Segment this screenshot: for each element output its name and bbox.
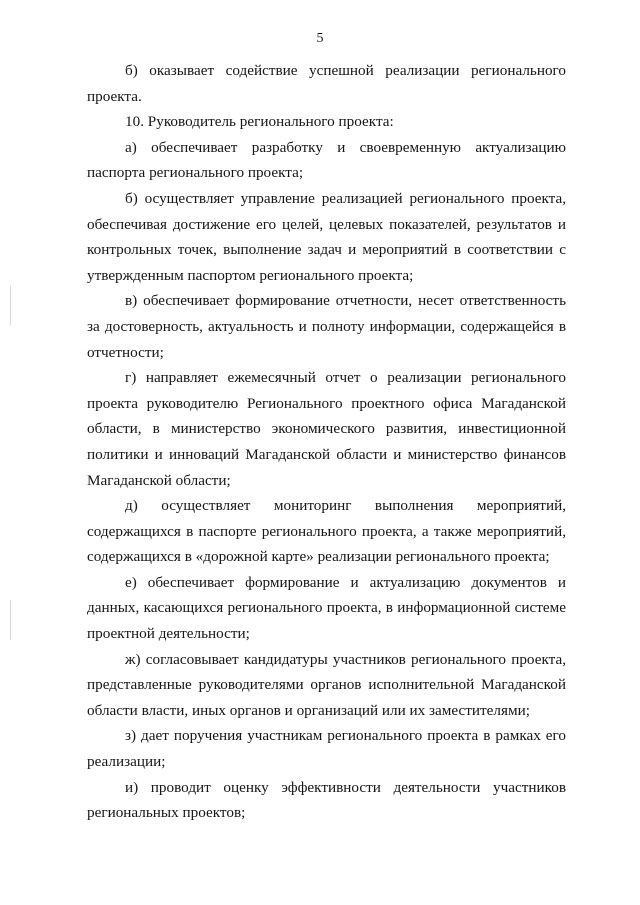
paragraph: ж) согласовывает кандидатуры участников регионального проекта, представленные руководителями органов исполнительной Магаданской области власти, иных органов и организаций или их заместителями; xyxy=(87,650,566,719)
paragraph: г) направляет ежемесячный отчет о реализации регионального проекта руководителю Регионального проектного офиса Магаданской области, в министерство экономического развития, инвестиционной политики и инноваций Магаданской области и министерство финансов Магаданской области; xyxy=(87,369,566,489)
paragraph: а) обеспечивает разработку и своевременную актуализацию паспорта регионального проекта; xyxy=(87,138,566,182)
paragraph: б) оказывает содействие успешной реализации регионального проекта. xyxy=(87,62,566,105)
paragraph: е) обеспечивает формирование и актуализацию документов и данных, касающихся регионального проекта, в информационной системе проектной деятельности; xyxy=(87,573,566,643)
paragraph: в) обеспечивает формирование отчетности, несет ответственность за достоверность, актуальность и полноту информации, содержащейся в отчетности; xyxy=(87,292,566,361)
paragraph: з) дает поручения участникам регионального проекта в рамках его реализации; xyxy=(87,727,566,771)
scan-margin-mark xyxy=(10,285,11,325)
document-body xyxy=(87,58,566,826)
page-number: 5 xyxy=(316,31,324,46)
paragraph: и) проводит оценку эффективности деятельности участников региональных проектов; xyxy=(87,778,566,822)
paragraph: д) осуществляет мониторинг выполнения мероприятий, содержащихся в паспорте регионального проекта, а также мероприятий, содержащихся в «дорожной карте» реализации регионального проекта; xyxy=(87,497,566,566)
scan-margin-mark xyxy=(10,600,11,640)
section-heading: 10. Руководитель регионального проекта: xyxy=(125,113,394,131)
paragraph: б) осуществляет управление реализацией регионального проекта, обеспечивая достижение его целей, целевых показателей, результатов и контрольных точек, выполнение задач и мероприятий в соответствии с утвержденным паспортом регионального проекта; xyxy=(87,189,566,284)
